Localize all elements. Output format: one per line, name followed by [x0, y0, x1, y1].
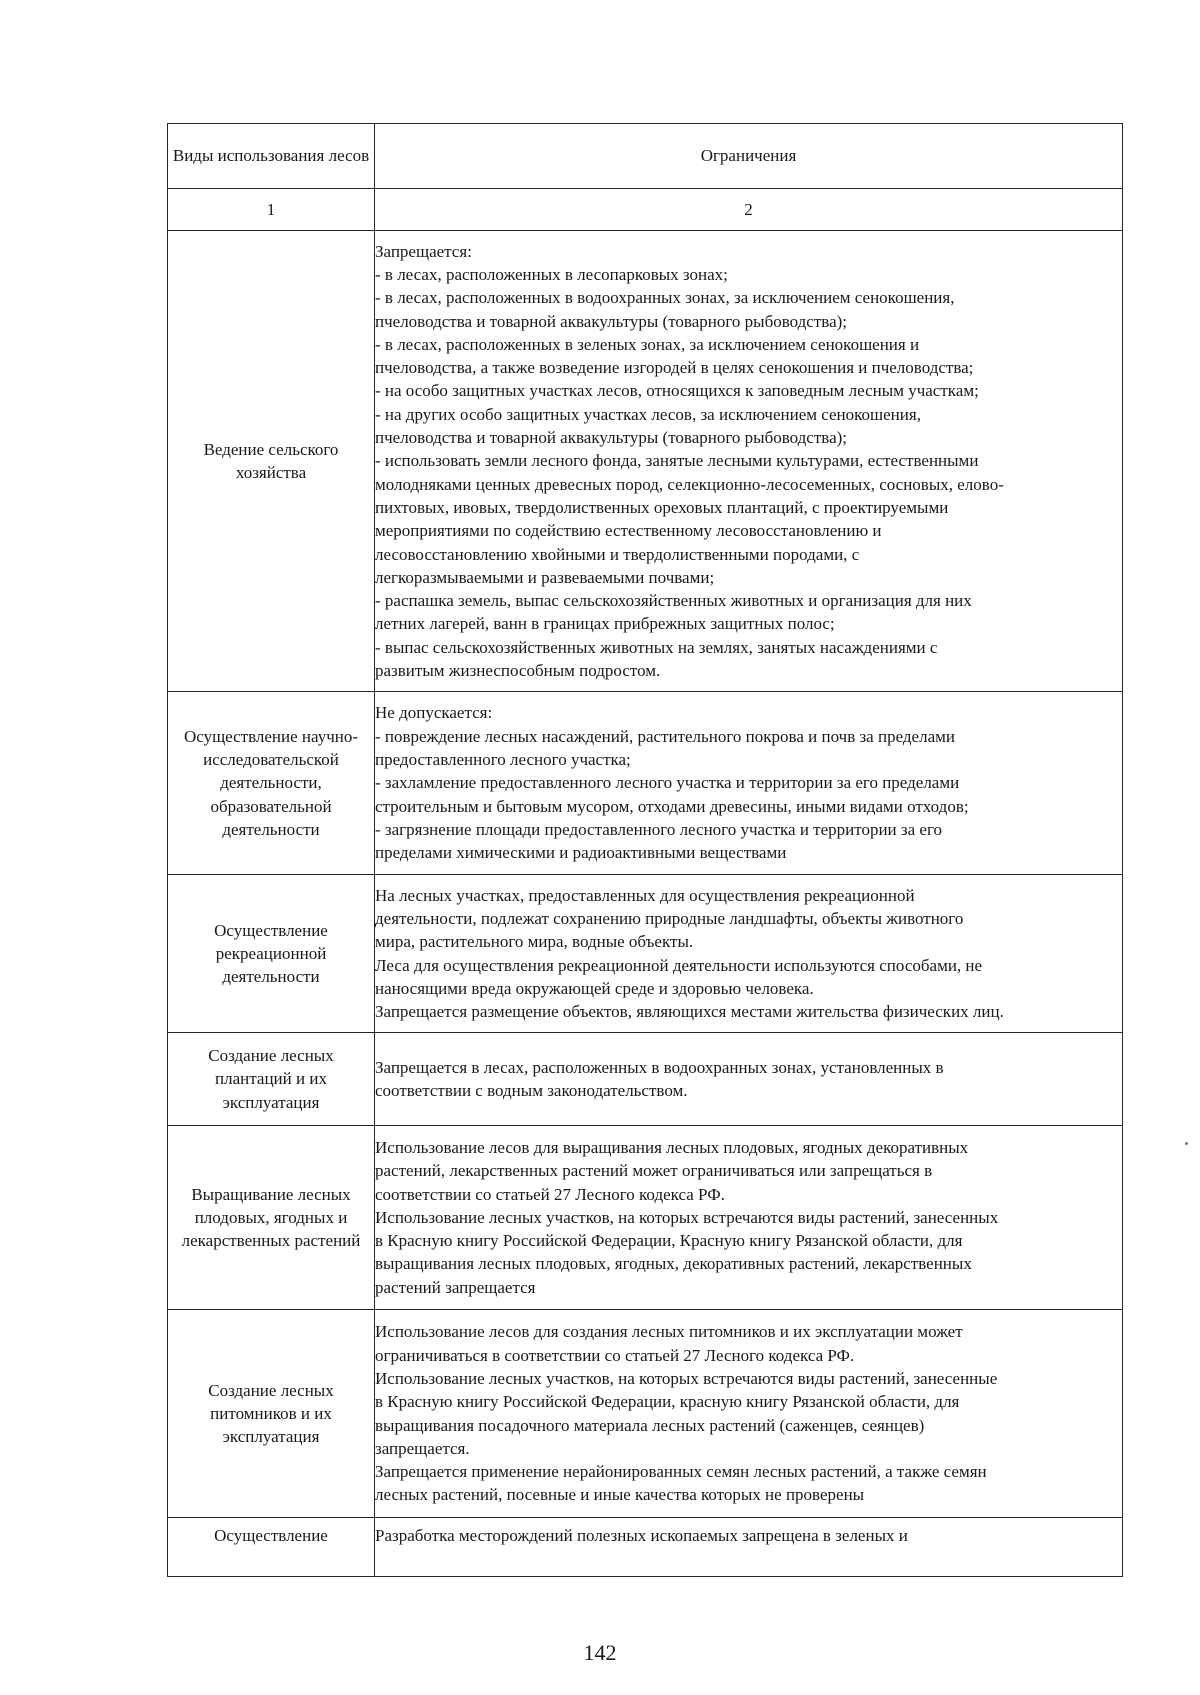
header-restrictions: Ограничения — [375, 124, 1123, 189]
restriction-line: выращивания посадочного материала лесных растений (саженцев, сеянцев) — [375, 1415, 925, 1435]
table-row — [168, 231, 1123, 692]
restriction-line: пчеловодства и товарной аквакультуры (товарного рыбоводства); — [375, 428, 848, 448]
restriction-line: - выпас сельскохозяйственных животных на землях, занятых насаждениями с — [375, 637, 938, 657]
restriction-line: наносящими вреда окружающей среде и здоровью человека. — [375, 978, 814, 998]
restriction-line: - в лесах, расположенных в водоохранных зонах, за исключением сенокошения, — [375, 288, 955, 308]
restriction-line: ограничиваться в соответствии со статьей 27 Лесного кодекса РФ. — [375, 1345, 855, 1365]
restriction-line: пределами химическими и радиоактивными веществами — [375, 843, 787, 863]
restriction-cell — [375, 692, 1123, 875]
restriction-line: - в лесах, расположенных в лесопарковых зонах; — [375, 264, 728, 284]
restriction-line: в Красную книгу Российской Федерации, красную книгу Рязанской области, для — [375, 1392, 960, 1412]
forest-use-cell: Осуществление рекреационной деятельности — [168, 875, 375, 1033]
restriction-line: предоставленного лесного участка; — [375, 750, 631, 770]
restriction-line: в Красную книгу Российской Федерации, Красную книгу Рязанской области, для — [375, 1231, 963, 1251]
restriction-line: Использование лесов для создания лесных питомников и их эксплуатации может — [375, 1322, 963, 1342]
forest-use-cell: Осуществление — [168, 1518, 375, 1577]
table-row — [168, 692, 1123, 875]
table-row — [168, 1126, 1123, 1310]
restriction-line: пчеловодства и товарной аквакультуры (товарного рыбоводства); — [375, 311, 848, 331]
restriction-line: растений запрещается — [375, 1277, 536, 1297]
restriction-line: растений, лекарственных растений может ограничиваться или запрещаться в — [375, 1161, 933, 1181]
restriction-line: деятельности, подлежат сохранению природные ландшафты, объекты животного — [375, 908, 964, 928]
forest-use-cell: Создание лесных плантаций и их эксплуатация — [168, 1033, 375, 1126]
restriction-line: На лесных участках, предоставленных для осуществления рекреационной — [375, 885, 915, 905]
restriction-cell — [375, 1310, 1123, 1518]
restriction-line: Запрещается: — [375, 241, 472, 261]
restriction-line: - использовать земли лесного фонда, занятые лесными культурами, естественными — [375, 451, 979, 471]
restriction-line: легкоразмываемыми и развеваемыми почвами; — [375, 567, 715, 587]
restriction-cell — [375, 231, 1123, 692]
restriction-cell — [375, 1126, 1123, 1310]
restriction-cell — [375, 1518, 1123, 1577]
restriction-cell — [375, 875, 1123, 1033]
header-forest-use-types: Виды использования лесов — [168, 124, 375, 189]
forest-use-cell: Осуществление научно-исследовательской деятельности, образовательной деятельности — [168, 692, 375, 875]
table-row — [168, 1310, 1123, 1518]
column-number-1: 1 — [168, 189, 375, 231]
forest-use-cell: Создание лесных питомников и их эксплуатация — [168, 1310, 375, 1518]
restriction-line: Разработка месторождений полезных ископаемых запрещена в зеленых и — [375, 1526, 908, 1545]
table-row — [168, 875, 1123, 1033]
page-number: 142 — [583, 1640, 617, 1665]
restriction-line: летних лагерей, ванн в границах прибрежных защитных полос; — [375, 614, 835, 634]
restriction-line: Не допускается: — [375, 703, 493, 723]
restriction-line: - загрязнение площади предоставленного лесного участка и территории за его — [375, 819, 943, 839]
table-header-row — [168, 124, 1123, 189]
restriction-line: Использование лесных участков, на которых встречаются виды растений, занесенные — [375, 1368, 998, 1388]
scan-dot — [1185, 1142, 1188, 1145]
restriction-line: выращивания лесных плодовых, ягодных, декоративных растений, лекарственных — [375, 1254, 972, 1274]
restriction-line: Использование лесов для выращивания лесных плодовых, ягодных декоративных — [375, 1137, 969, 1157]
restriction-cell — [375, 1033, 1123, 1126]
forest-use-cell: Выращивание лесных плодовых, ягодных и лекарственных растений — [168, 1126, 375, 1310]
table-row — [168, 1518, 1123, 1577]
restriction-line: - повреждение лесных насаждений, растительного покрова и почв за пределами — [375, 726, 955, 746]
restriction-line: лесных растений, посевные и иные качества которых не проверены — [375, 1485, 865, 1505]
restrictions-table — [167, 123, 1123, 1577]
restriction-line: строительным и бытовым мусором, отходами древесины, иными видами отходов; — [375, 796, 969, 816]
restriction-line: - захламление предоставленного лесного участка и территории за его пределами — [375, 773, 960, 793]
restriction-line: пчеловодства, а также возведение изгородей в целях сенокошения и пчеловодства; — [375, 358, 974, 378]
restriction-line: мероприятиями по содействию естественному лесовосстановлению и — [375, 521, 882, 541]
restriction-line: - в лесах, расположенных в зеленых зонах, за исключением сенокошения и — [375, 334, 920, 354]
restriction-line: - распашка земель, выпас сельскохозяйственных животных и организация для них — [375, 591, 972, 611]
restriction-line: Запрещается в лесах, расположенных в водоохранных зонах, установленных в — [375, 1057, 944, 1077]
restriction-line: Запрещается размещение объектов, являющихся местами жительства физических лиц. — [375, 1002, 1004, 1022]
table-row — [168, 1033, 1123, 1126]
restriction-line: запрещается. — [375, 1438, 470, 1458]
restriction-line: соответствии с водным законодательством. — [375, 1081, 688, 1100]
column-number-row — [168, 189, 1123, 231]
column-number-2: 2 — [375, 189, 1123, 231]
restriction-line: пихтовых, ивовых, твердолиственных ореховых плантаций, с проектируемыми — [375, 497, 949, 517]
restriction-line: мира, растительного мира, водные объекты. — [375, 932, 694, 952]
restriction-line: Запрещается применение нерайонированных семян лесных растений, а также семян — [375, 1462, 987, 1482]
restriction-line: - на особо защитных участках лесов, относящихся к заповедным лесным участкам; — [375, 381, 979, 401]
forest-use-cell: Ведение сельского хозяйства — [168, 231, 375, 692]
restriction-line: соответствии со статьей 27 Лесного кодекса РФ. — [375, 1184, 725, 1204]
restriction-line: молодняками ценных древесных пород, селекционно-лесосеменных, сосновых, елово- — [375, 474, 1004, 494]
restriction-line: Леса для осуществления рекреационной деятельности используются способами, не — [375, 955, 983, 975]
restriction-line: Использование лесных участков, на которых встречаются виды растений, занесенных — [375, 1207, 999, 1227]
restriction-line: лесовосстановлению хвойными и твердолиственными породами, с — [375, 544, 860, 564]
restriction-line: - на других особо защитных участках лесов, за исключением сенокошения, — [375, 404, 921, 424]
restriction-line: развитым жизнеспособным подростом. — [375, 661, 661, 681]
